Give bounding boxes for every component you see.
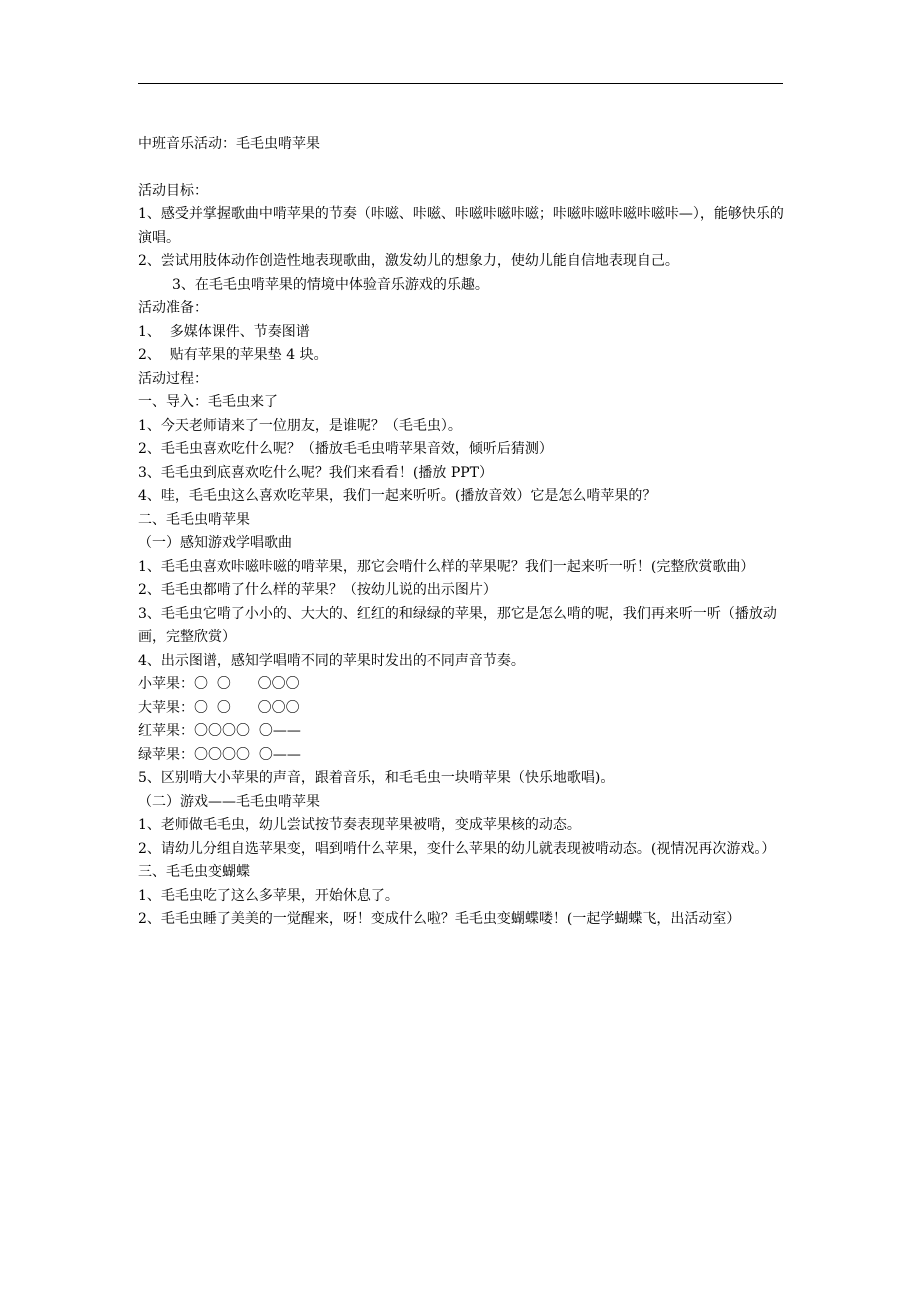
goal-item: 2、尝试用肢体动作创造性地表现歌曲，激发幼儿的想象力，使幼儿能自信地表现自己。 [138,253,679,269]
prep-heading: 活动准备： [138,300,208,316]
document-title: 中班音乐活动：毛毛虫啃苹果 [138,136,320,152]
step-item: 1、毛毛虫喜欢咔嗞咔嗞的啃苹果，那它会啃什么样的苹果呢？我们一起来听一听！(完整欣赏歌曲） [138,558,755,575]
goals-heading: 活动目标： [138,182,208,199]
step-item: 1、老师做毛毛虫，幼儿尝试按节奏表现苹果被啃，变成苹果核的动态。 [138,817,581,833]
goal-item: 1、感受并掌握歌曲中啃苹果的节奏（咔嗞、咔嗞、咔嗞咔嗞咔嗞；咔嗞咔嗞咔嗞咔嗞咔—），能够快乐的演唱。 [138,206,784,246]
step-item: 3、毛毛虫到底喜欢吃什么呢？我们来看看！(播放 PPT） [138,464,493,481]
section-heading: 二、毛毛虫啃苹果 [138,511,250,528]
step-item: 1、今天老师请来了一位朋友，是谁呢？（毛毛虫）。 [138,417,462,434]
section-heading: 一、导入：毛毛虫来了 [138,394,278,410]
document-body [138,133,788,932]
step-item: 1、毛毛虫吃了这么多苹果，开始休息了。 [138,887,399,904]
step-item: 3、毛毛虫它啃了小小的、大大的、红红的和绿绿的苹果，那它是怎么啃的呢，我们再来听一听（播放动画，完整欣赏） [138,605,777,645]
step-item: 2、毛毛虫睡了美美的一觉醒来，呀！变成什么啦？毛毛虫变蝴蝶喽！(一起学蝴蝶飞，出活动室） [138,911,741,927]
step-item: 5、区别啃大小苹果的声音，跟着音乐，和毛毛虫一块啃苹果（快乐地歌唱)。 [138,770,615,786]
rhythm-line: 红苹果：〇〇〇〇 〇—— [138,723,301,739]
subsection-heading: （一）感知游戏学唱歌曲 [138,535,292,551]
process-heading: 活动过程： [138,370,208,387]
step-item: 2、毛毛虫喜欢吃什么呢？（播放毛毛虫啃苹果音效，倾听后猜测） [138,441,553,457]
rhythm-line: 小苹果：〇 〇 〇〇〇 [138,676,300,692]
prep-item: 1、 多媒体课件、节奏图谱 [138,323,310,340]
step-item: 2、请幼儿分组自选苹果变，唱到啃什么苹果，变什么苹果的幼儿就表现被啃动态。(视情况再次游戏。） [138,840,776,857]
page-header-rule [138,83,783,84]
prep-item: 2、 贴有苹果的苹果垫 4 块。 [138,347,328,363]
step-item: 4、哇，毛毛虫这么喜欢吃苹果，我们一起来听听。(播放音效）它是怎么啃苹果的？ [138,488,657,504]
rhythm-line: 大苹果：〇 〇 〇〇〇 [138,699,300,716]
step-item: 4、出示图谱，感知学唱啃不同的苹果时发出的不同声音节奏。 [138,652,525,669]
rhythm-line: 绿苹果：〇〇〇〇 〇—— [138,746,301,763]
goal-item: 3、在毛毛虫啃苹果的情境中体验音乐游戏的乐趣。 [172,276,489,293]
subsection-heading: （二）游戏——毛毛虫啃苹果 [138,793,320,810]
section-heading: 三、毛毛虫变蝴蝶 [138,864,250,880]
step-item: 2、毛毛虫都啃了什么样的苹果？（按幼儿说的出示图片） [138,582,497,598]
